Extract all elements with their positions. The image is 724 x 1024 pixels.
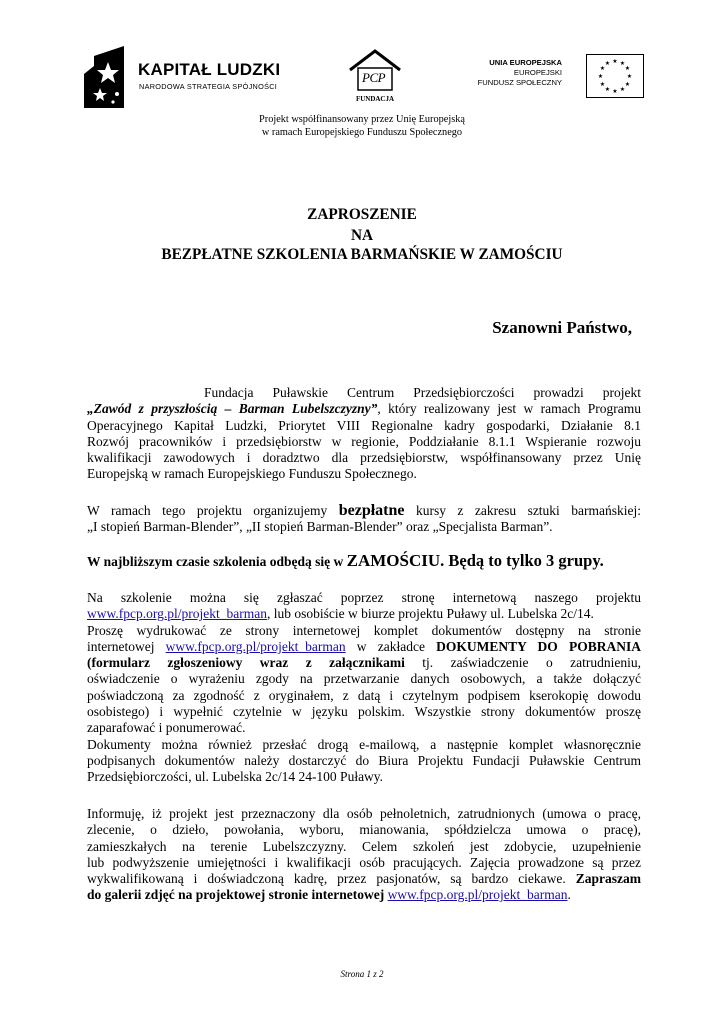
paragraph-registration (87, 590, 641, 786)
cofund-line-2: w ramach Europejskiego Funduszu Społecznego (261, 127, 463, 138)
para4-line (87, 655, 641, 671)
para5-line: Informuję, iż projekt jest przeznaczony dla osób pełnoletnich, zatrudnionych (umowa o pracę, (87, 806, 641, 821)
para1-line: Operacyjnego Kapitał Ludzki, Priorytet VIII Regionalne kadry gospodarki, Działanie 8.1 (87, 417, 641, 433)
paragraph-intro (87, 385, 641, 483)
para4-text: w zakładce (345, 638, 437, 654)
svg-text:★: ★ (599, 81, 606, 88)
pcp-foundation-logo (344, 48, 406, 104)
para4-line: Dokumenty można również przesłać drogą e-mailową, a następnie komplet własnoręcznie (87, 736, 641, 752)
svg-text:★: ★ (619, 60, 626, 67)
pcp-letters: PCP (362, 70, 386, 85)
para3-text: . Będą to tylko 3 grupy. (440, 551, 604, 570)
title-line-3: BEZPŁATNE SZKOLENIA BARMAŃSKIE W ZAMOŚCIU (161, 246, 563, 263)
para1-text: , który realizowany jest w ramach Programu (377, 401, 641, 417)
para1-line: kwalifikacji zawodowych i doradztwo dla przedsiębiorstw, współfinansowany przez Unię (87, 450, 641, 466)
para4-line: osobistego) i wypełnić czytelnie w języku polskim. Wszystkie strony dokumentów proszę (87, 704, 641, 720)
para5-line (87, 887, 641, 903)
svg-text:★: ★ (612, 58, 618, 65)
para5-line: zamieszkałych na terenie Lubelszczyzny. Celem szkoleń jest zdobycie, uzupełnienie (87, 838, 641, 854)
para4-text: internetowej (87, 638, 166, 654)
kapital-ludzki-logo (84, 44, 294, 110)
eu-line-2: EUROPEJSKI (513, 68, 562, 77)
para4-line: podpisanych dokumentów należy dostarczyć do Biura Projektu Fundacji Puławskie Centrum (87, 752, 641, 768)
para2-line: „I stopień Barman-Blender”, „II stopień Barman-Blender” oraz „Specjalista Barman”. (87, 519, 553, 535)
project-name: „Zawód z przyszłością – Barman Lubelszczyzny” (87, 401, 378, 417)
svg-text:★: ★ (597, 73, 604, 80)
svg-text:★: ★ (619, 86, 626, 93)
project-link[interactable]: www.fpcp.org.pl/projekt_barman (165, 638, 346, 654)
svg-text:★: ★ (612, 88, 618, 95)
svg-text:★: ★ (599, 65, 606, 72)
para4-line: Przedsiębiorczości, ul. Lubelska 2c/14 24-100 Puławy. (87, 769, 384, 785)
free-highlight: bezpłatne (338, 502, 405, 519)
eu-line-3: FUNDUSZ SPOŁECZNY (477, 78, 562, 87)
svg-text:★: ★ (604, 60, 611, 67)
para5-line: lub podwyższenie umiejętności i kwalifikacji osób pracujących. Zajęcia prowadzone są przez (87, 854, 641, 870)
eu-flag-icon (586, 54, 644, 98)
para1-line: Fundacja Puławskie Centrum Przedsiębiorczości prowadzi projekt (204, 385, 641, 400)
para3-text: W najbliższym czasie szkolenia odbędą się w (87, 554, 347, 569)
para2-text: W ramach tego projektu organizujemy (87, 503, 339, 518)
svg-text:★: ★ (604, 86, 611, 93)
eu-line-1: UNIA EUROPEJSKA (489, 58, 562, 67)
para4-line (87, 639, 641, 655)
paragraph-courses (87, 503, 641, 536)
city-highlight: ZAMOŚCIU (346, 551, 441, 570)
para1-line: Rozwój pracowników i przedsiębiorstw w regionie, Poddziałanie 8.1.1 Wspieranie rozwoju (87, 433, 641, 449)
para4-line: poświadczoną za zgodność z oryginałem, z datą i czytelnym podpisem kserokopię dowodu (87, 687, 641, 703)
cofund-line-1: Projekt współfinansowany przez Unię Europejską (259, 114, 465, 125)
gallery-highlight: do galerii zdjęć na projektowej stronie internetowej (87, 887, 385, 903)
para4-text: , lub osobiście w biurze projektu Puławy ul. Lubelska 2c/14. (266, 606, 594, 622)
form-highlight: (formularz zgłoszeniowy wraz z załącznikami (87, 655, 405, 671)
para4-line: Proszę wydrukować ze strony internetowej komplet dokumentów dostępny na stronie (87, 622, 641, 638)
invite-highlight: Zapraszam (575, 871, 641, 887)
title-line-2: NA (350, 227, 374, 244)
project-link[interactable]: www.fpcp.org.pl/projekt_barman (87, 606, 267, 622)
para4-text: tj. zaświadczenie o zatrudnieniu, (404, 655, 641, 671)
kapital-ludzki-subtitle: NARODOWA STRATEGIA SPÓJNOŚCI (139, 82, 278, 91)
downloads-highlight: DOKUMENTY DO POBRANIA (436, 638, 641, 654)
svg-text:★: ★ (624, 65, 631, 72)
pcp-caption: FUNDACJA (355, 95, 395, 103)
para2-text: kursy z zakresu sztuki barmańskiej: (404, 503, 641, 518)
para2-line (87, 503, 641, 519)
para5-line: zlecenie, o dzieło, powołania, wyboru, mianowania, spółdzielcza umowa o pracę), (87, 822, 641, 838)
paragraph-location (87, 553, 641, 570)
para1-line (87, 401, 641, 417)
eu-logo (474, 52, 644, 102)
para3-line (87, 553, 641, 570)
page-number: Strona 1 z 2 (340, 969, 384, 979)
para4-line: zaparafować i ponumerować. (87, 720, 246, 736)
paragraph-eligibility (87, 806, 641, 904)
kapital-ludzki-emblem-icon (84, 44, 134, 110)
greeting: Szanowni Państwo, (492, 318, 632, 337)
para1-line: Europejską w ramach Europejskiego Funduszu Społecznego. (87, 466, 417, 482)
svg-text:★: ★ (624, 81, 631, 88)
para4-line (87, 606, 641, 622)
svg-text:★: ★ (626, 73, 633, 80)
eu-logo-text (478, 58, 562, 88)
para4-line: oświadczenie o wyrażeniu zgody na przetwarzanie danych osobowych, a także dołączyć (87, 671, 641, 687)
para5-text: wykwalifikowaną i doświadczoną kadrę, przez pasjonatów, są bardzo ciekawe. (87, 871, 576, 887)
para5-text: . (567, 887, 571, 903)
title-line-1: ZAPROSZENIE (307, 206, 417, 223)
gallery-link[interactable]: www.fpcp.org.pl/projekt_barman (387, 887, 568, 903)
kapital-ludzki-title: KAPITAŁ LUDZKI (138, 60, 281, 79)
para5-line (87, 871, 641, 887)
para4-line: Na szkolenie można się zgłaszać poprzez stronę internetową naszego projektu (87, 590, 641, 605)
